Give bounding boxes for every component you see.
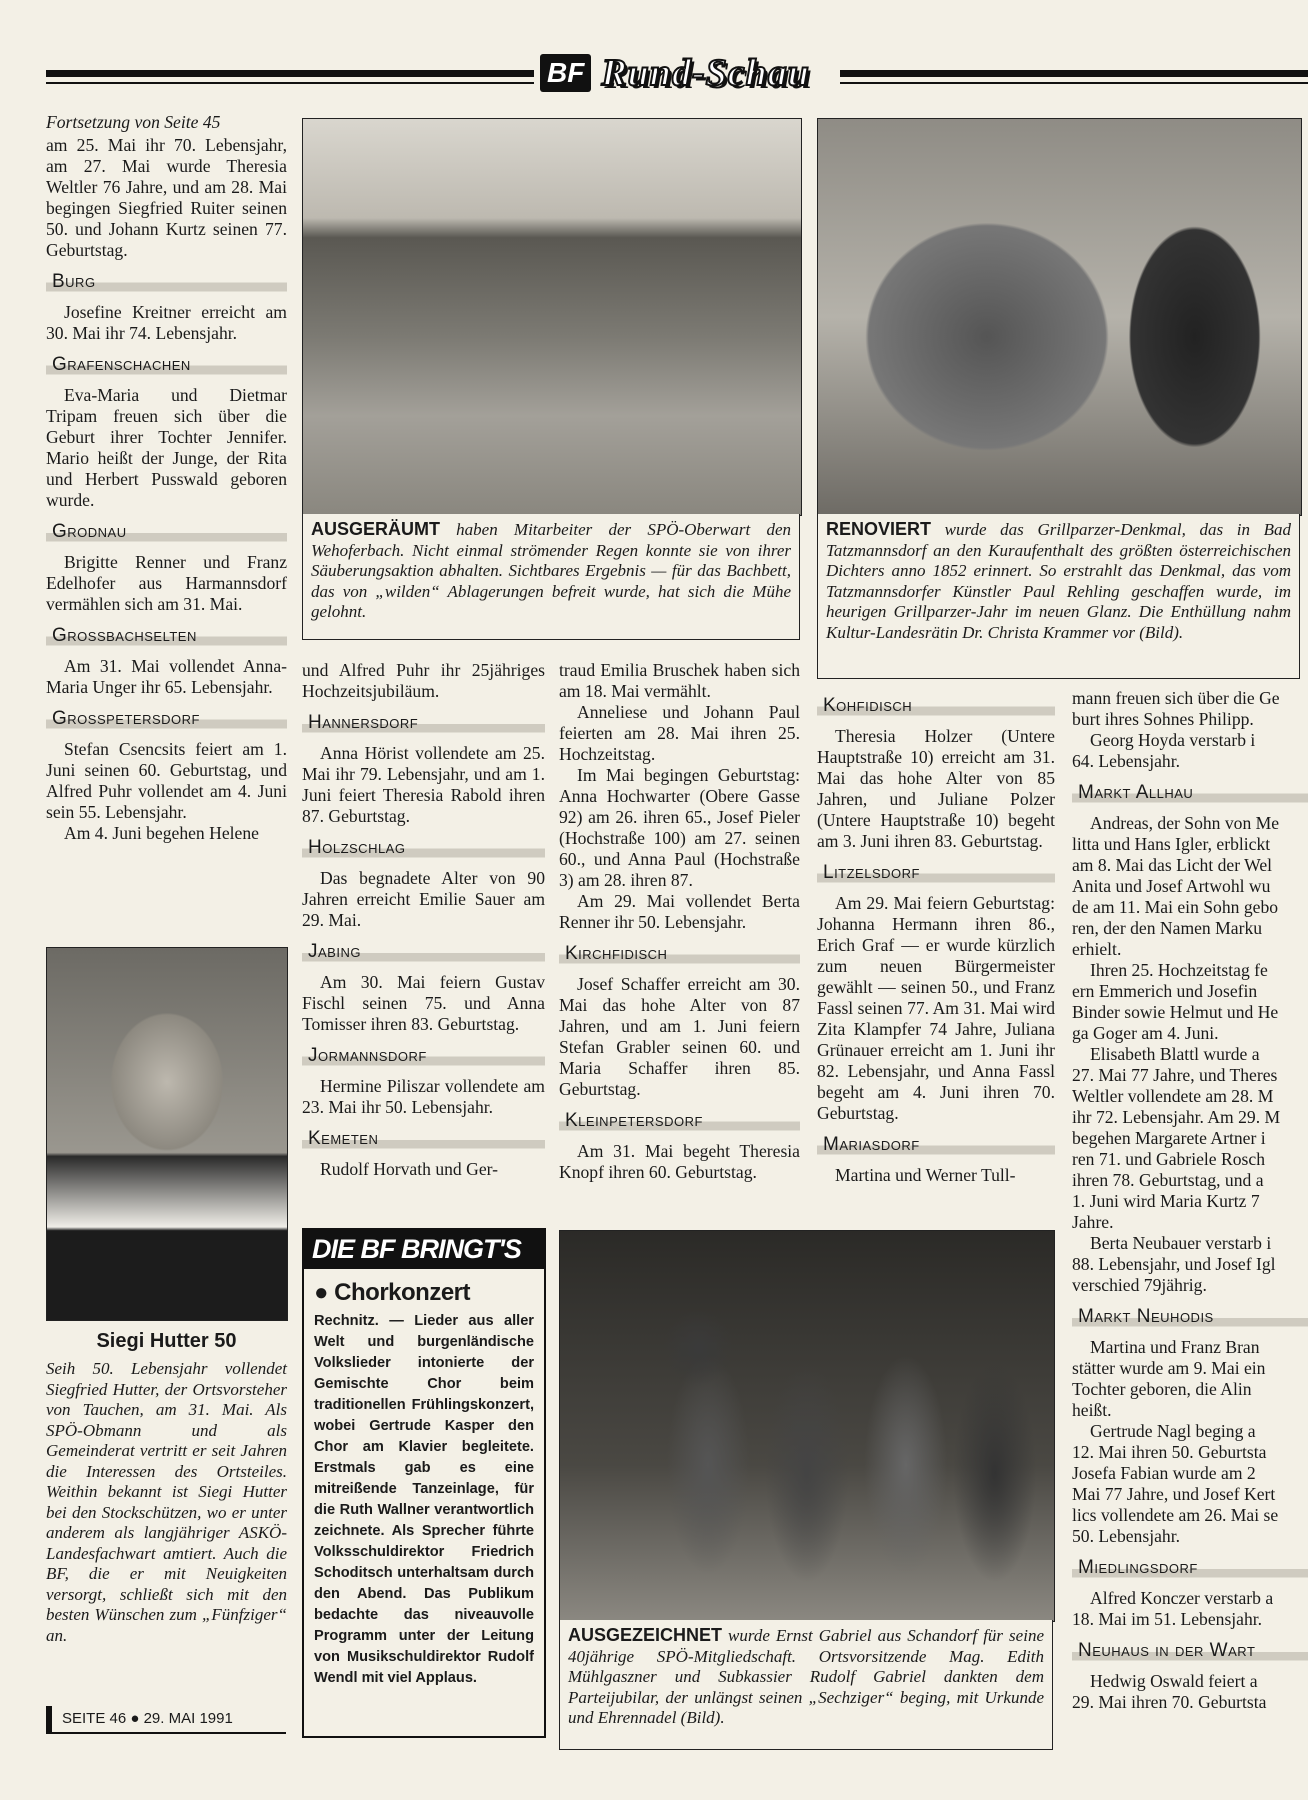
text-line: Jahre.: [1072, 1212, 1114, 1232]
text-line: de am 11. Mai ein Sohn gebo: [1072, 897, 1279, 917]
section-heading: Kohfidisch: [817, 693, 1055, 718]
text-line: Gertrude Nagl beging a: [1090, 1421, 1256, 1441]
section-heading: Kirchfidisch: [559, 941, 800, 966]
page-footer: SEITE 46 ● 29. MAI 1991: [46, 1706, 286, 1734]
paragraph: am 25. Mai ihr 70. Lebensjahr, am 27. Mai wurde Theresia Weltler 76 Jahre, und am 28. Mai begingen Siegfried Ruiter seinen 50. und Johann Kurtz seinen 77. Geburtstag.: [46, 135, 287, 260]
portrait-caption: [46, 1330, 287, 1646]
section-heading: Miedlingsdorf: [1072, 1555, 1308, 1580]
text-line: Hedwig Oswald feiert a: [1090, 1671, 1258, 1691]
continuation-note: Fortsetzung von Seite 45: [46, 112, 221, 132]
text-line: 29. Mai ihren 70. Geburtsta: [1072, 1692, 1267, 1712]
header-rule-right-thin: [840, 82, 1308, 84]
text-line: erhielt.: [1072, 939, 1122, 959]
paragraph: Eva-Maria und Dietmar Tripam freuen sich über die Geburt ihrer Tochter Jennifer. Mario heißt der Junge, der Rita und Herbert Pusswald geboren wurde.: [46, 385, 287, 510]
text-line: ren, der den Namen Marku: [1072, 918, 1263, 938]
section-heading: Hannersdorf: [302, 710, 545, 735]
caption-lead: AUSGERÄUMT: [311, 519, 440, 539]
text-line: 12. Mai ihren 50. Geburtsta: [1072, 1442, 1267, 1462]
section-heading: Markt Allhau: [1072, 780, 1308, 805]
header-rule-left: [46, 70, 534, 77]
text-line: litta und Hans Igler, erblickt: [1072, 834, 1271, 854]
paragraph: traud Emilia Bruschek haben sich am 18. Mai vermählt.: [559, 660, 800, 701]
paragraph: Im Mai begingen Geburtstag: Anna Hochwarter (Obere Gasse 92) am 26. ihren 65., Josef Pieler (Hochstraße 100) am 27. seinen 60., und Anna Paul (Hochstraße 3) am 28. ihren 87.: [559, 765, 800, 890]
section-heading: Grafenschachen: [46, 352, 287, 377]
text-line: 50. Lebensjahr.: [1072, 1526, 1180, 1546]
paragraph: Anneliese und Johann Paul feierten am 28. Mai ihren 25. Hochzeitstag.: [559, 702, 800, 764]
section-heading: Burg: [46, 269, 287, 294]
caption-lead: AUSGEZEICHNET: [568, 1625, 723, 1645]
text-line: Josefa Fabian wurde am 2: [1072, 1463, 1256, 1483]
paragraph: Das begnadete Alter von 90 Jahren erreicht Emilie Sauer am 29. Mai.: [302, 868, 545, 930]
column-1: [46, 112, 287, 942]
column-2: [302, 660, 545, 1225]
column-3: [559, 660, 800, 1225]
paragraph: Martina und Werner Tull-: [835, 1165, 1016, 1185]
paragraph: Am 31. Mai begeht Theresia Knopf ihren 60. Geburtstag.: [559, 1141, 800, 1182]
logo-bf: BF: [540, 54, 591, 92]
section-heading: Kleinpetersdorf: [559, 1108, 800, 1133]
section-heading: Markt Neuhodis: [1072, 1304, 1308, 1329]
paragraph: Am 29. Mai feiern Geburtstag: Johanna Hermann ihren 86., Erich Graf — er wurde kürzlich zum neuen Bürgermeister gewählt — seinen 50., und Franz Fassl seinen 77. Am 31. Mai wird Zita Klampfer 74 Jahre, Juliana Grünauer erreicht am 1. Juni ihr 82. Lebensjahr, und Anna Fassl begeht am 4. Juni ihren 70. Geburtstag.: [817, 893, 1055, 1123]
text-line: ihren 78. Geburtstag, und a: [1072, 1170, 1264, 1190]
text-line: stätter wurde am 9. Mai ein: [1072, 1358, 1266, 1378]
text-line: Georg Hoyda verstarb i: [1090, 730, 1256, 750]
section-heading: Grossbachselten: [46, 623, 287, 648]
photo-award-caption: [559, 1620, 1053, 1750]
photo-cleanup-crew: [302, 118, 802, 516]
text-line: Ihren 25. Hochzeitstag fe: [1090, 960, 1268, 980]
caption-text: wurde das Grillparzer-Denkmal, das in Bad Tatzmannsdorf an den Kuraufenthalt des größten österreichischen Dichters anno 1852 erinnert. So erstrahlt das Denkmal, das vom Tatzmannsdorfer Künstler Paul Rehling geschaffen wurde, im heurigen Grillparzer-Jahr im neuen Glanz. Die Enthüllung nahm Kultur-Landesrätin Dr. Christa Krammer vor (Bild).: [826, 520, 1291, 642]
paragraph: Am 29. Mai vollendet Berta Renner ihr 50. Lebensjahr.: [559, 891, 800, 932]
paragraph: Am 4. Juni begehen Helene: [64, 823, 259, 843]
bf-bringts-box: [302, 1228, 546, 1738]
text-line: Alfred Konczer verstarb a: [1090, 1588, 1274, 1608]
text-line: 18. Mai im 51. Lebensjahr.: [1072, 1609, 1263, 1629]
bf-box-title: DIE BF BRINGT'S: [304, 1230, 544, 1269]
photo-award-ceremony: [559, 1230, 1055, 1622]
portrait-photo: [46, 947, 288, 1321]
column-4: [817, 685, 1055, 1225]
paragraph: Rudolf Horvath und Ger-: [320, 1159, 498, 1179]
section-heading: Litzelsdorf: [817, 860, 1055, 885]
text-line: ren 71. und Gabriele Rosch: [1072, 1149, 1265, 1169]
masthead-logo: [540, 52, 832, 94]
paragraph: Stefan Csencsits feiert am 1. Juni seinen 60. Geburtstag, und Alfred Puhr vollendet am 4. Juni sein 55. Lebensjahr.: [46, 739, 287, 822]
text-line: ga Goger am 4. Juni.: [1072, 1023, 1219, 1043]
text-line: Tochter geboren, die Alin: [1072, 1379, 1252, 1399]
caption-text: haben Mitarbeiter der SPÖ-Oberwart den Wehoferbach. Nicht einmal strömender Regen konnte sie von ihrer Säuberungsaktion abhalten. Sichtbares Ergebnis — für das Bachbett, das von „wilden“ Ablagerungen befreit wurde, hat sich die Mühe gelohnt.: [311, 520, 791, 621]
text-line: ern Emmerich und Josefin: [1072, 981, 1258, 1001]
section-heading: Grodnau: [46, 519, 287, 544]
text-line: 88. Lebensjahr, und Josef Igl: [1072, 1254, 1276, 1274]
text-line: Andreas, der Sohn von Me: [1090, 813, 1280, 833]
column-5: [1072, 688, 1308, 1748]
text-line: begehen Margarete Artner i: [1072, 1128, 1266, 1148]
text-line: am 8. Mai das Licht der Wel: [1072, 855, 1273, 875]
text-line: lics vollendete am 26. Mai se: [1072, 1505, 1279, 1525]
header-rule-left-thin: [46, 82, 534, 84]
paragraph: Theresia Holzer (Untere Hauptstraße 10) erreicht am 31. Mai das hohe Alter von 85 Jahren, und Juliane Polzer (Untere Hauptstraße 10) begeht am 3. Juni ihren 83. Geburtstag.: [817, 726, 1055, 851]
section-heading: Holzschlag: [302, 835, 545, 860]
paragraph: Anna Hörist vollendete am 25. Mai ihr 79. Lebensjahr, und am 1. Juni feiert Theresia Rabold ihren 87. Geburtstag.: [302, 743, 545, 826]
text-line: Binder sowie Helmut und He: [1072, 1002, 1279, 1022]
text-line: Elisabeth Blattl wurde a: [1090, 1044, 1260, 1064]
paragraph: und Alfred Puhr ihr 25jähriges Hochzeitsjubiläum.: [302, 660, 545, 701]
photo-cleanup-caption: [302, 514, 800, 640]
paragraph: Am 30. Mai feiern Gustav Fischl seinen 75. und Anna Tomisser ihren 83. Geburtstag.: [302, 972, 545, 1034]
photo-grillparzer-monument: [817, 118, 1302, 516]
paragraph: Josefine Kreitner erreicht am 30. Mai ihr 74. Lebensjahr.: [46, 302, 287, 343]
paragraph: Brigitte Renner und Franz Edelhofer aus Harmannsdorf vermählen sich am 31. Mai.: [46, 552, 287, 614]
bf-box-text: Rechnitz. — Lieder aus aller Welt und burgenländische Volkslieder intonierte der Gemischte Chor beim traditionellen Frühlingskonzert, wobei Gertrude Kasper den Chor am Klavier begleitete. Erstmals gab es eine mitreißende Tanzeinlage, für die Ruth Wallner verantwortlich zeichnete. Als Sprecher führte Volksschuldirektor Friedrich Schoditsch unterhaltsam durch den Abend. Das Publikum bedachte das niveauvolle Programm unter der Leitung von Musikschuldirektor Rudolf Wendl mit viel Applaus.: [314, 1313, 534, 1686]
text-line: 27. Mai 77 Jahre, und Theres: [1072, 1065, 1278, 1085]
paragraph: Am 31. Mai vollendet Anna-Maria Unger ihr 65. Lebensjahr.: [46, 656, 287, 697]
text-line: 1. Juni wird Maria Kurtz 7: [1072, 1191, 1260, 1211]
caption-lead: RENOVIERT: [826, 519, 932, 539]
portrait-title: Siegi Hutter 50: [96, 1330, 237, 1352]
text-line: Anita und Josef Artwohl wu: [1072, 876, 1271, 896]
paragraph: Hermine Piliszar vollendete am 23. Mai ihr 50. Lebensjahr.: [302, 1076, 545, 1117]
text-line: heißt.: [1072, 1400, 1112, 1420]
photo-grillparzer-caption: [817, 514, 1300, 679]
text-line: Mai 77 Jahre, und Josef Kert: [1072, 1484, 1276, 1504]
section-heading: Grosspetersdorf: [46, 706, 287, 731]
section-heading: Jabing: [302, 939, 545, 964]
bf-box-subtitle: ● Chorkonzert: [314, 1279, 471, 1306]
text-line: Berta Neubauer verstarb i: [1090, 1233, 1272, 1253]
section-heading: Neuhaus in der Wart: [1072, 1638, 1308, 1663]
text-line: Martina und Franz Bran: [1090, 1337, 1260, 1357]
text-line: ihr 72. Lebensjahr. Am 29. M: [1072, 1107, 1281, 1127]
text-line: burt ihres Sohnes Philipp.: [1072, 709, 1254, 729]
logo-title: Rund-Schau: [601, 52, 810, 94]
portrait-text: Seih 50. Lebensjahr vollendet Siegfried Hutter, der Ortsvorsteher von Tauchen, am 31. Mai. Als SPÖ-Obmann und als Gemeinderat vertritt er seit Jahren die Interessen des Ortsteiles. Weithin bekannt ist Siegi Hutter bei den Stockschützen, wo er unter anderem als langjähriger ASKÖ-Landesfachwart amtiert. Auch die BF, die er mit Neuigkeiten versorgt, schließt sich mit den besten Wünschen zum „Fünfziger“ an.: [46, 1359, 287, 1645]
header-rule-right: [840, 70, 1308, 77]
text-line: verschied 79jährig.: [1072, 1275, 1207, 1295]
caption-text: wurde Ernst Gabriel aus Schandorf für seine 40jährige SPÖ-Mitgliedschaft. Ortsvorsitzende Mag. Edith Mühlgaszner und Subkassier Rudolf Gabriel dankten dem Parteijubilar, der unlängst seinen „Sechziger“ beging, mit Urkunde und Ehrennadel (Bild).: [568, 1626, 1044, 1727]
section-heading: Jormannsdorf: [302, 1043, 545, 1068]
paragraph: Josef Schaffer erreicht am 30. Mai das hohe Alter von 87 Jahren, und am 1. Juni feiern Stefan Grabler seinen 60. und Maria Schaffer ihren 85. Geburtstag.: [559, 974, 800, 1099]
section-heading: Mariasdorf: [817, 1132, 1055, 1157]
text-line: 64. Lebensjahr.: [1072, 751, 1180, 771]
text-line: Weltler vollendete am 28. M: [1072, 1086, 1274, 1106]
text-line: mann freuen sich über die Ge: [1072, 688, 1280, 708]
section-heading: Kemeten: [302, 1126, 545, 1151]
